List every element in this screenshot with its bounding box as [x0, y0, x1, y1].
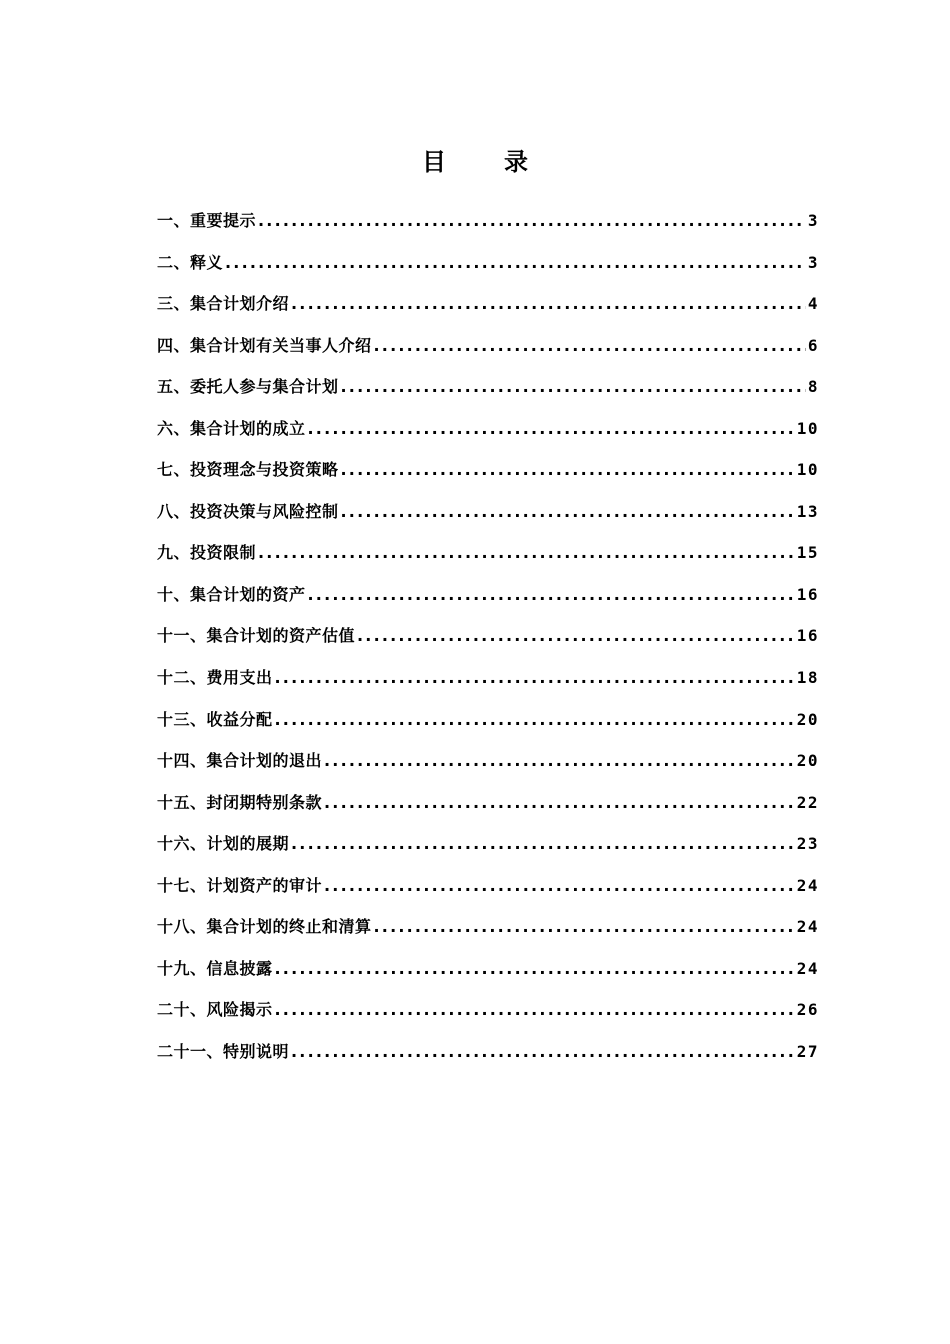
toc-entry-page-number: 4: [807, 294, 819, 314]
toc-entry-page-number: 8: [807, 377, 819, 397]
toc-entry-label: 二、释义: [157, 252, 224, 272]
toc-entry-label: 三、集合计划介绍: [157, 294, 290, 314]
toc-dot-leader: [291, 1038, 795, 1066]
toc-dot-leader: [308, 581, 795, 609]
toc-dot-leader: [275, 955, 795, 983]
toc-entry-page-number: 18: [796, 668, 819, 688]
toc-entry-8[interactable]: [157, 498, 819, 540]
toc-entry-page-number: 16: [796, 626, 819, 646]
toc-entry-label: 十七、计划资产的审计: [157, 875, 323, 895]
toc-entry-page-number: 10: [796, 418, 819, 438]
table-of-contents: [157, 207, 819, 1079]
toc-entry-page-number: 13: [796, 501, 819, 521]
toc-entry-label: 四、集合计划有关当事人介绍: [157, 335, 372, 355]
toc-entry-label: 五、委托人参与集合计划: [157, 377, 339, 397]
toc-dot-leader: [275, 664, 795, 692]
toc-entry-5[interactable]: [157, 373, 819, 415]
toc-dot-leader: [341, 373, 806, 401]
toc-dot-leader: [341, 498, 795, 526]
page-title: [0, 146, 950, 178]
toc-entry-label: 九、投资限制: [157, 543, 257, 563]
toc-entry-label: 十六、计划的展期: [157, 834, 290, 854]
toc-entry-2[interactable]: [157, 249, 819, 291]
toc-entry-page-number: 10: [796, 460, 819, 480]
toc-dot-leader: [308, 415, 795, 443]
toc-entry-4[interactable]: [157, 332, 819, 374]
toc-entry-10[interactable]: [157, 581, 819, 623]
toc-entry-label: 十二、费用支出: [157, 668, 273, 688]
toc-entry-label: 八、投资决策与风险控制: [157, 501, 339, 521]
toc-entry-3[interactable]: [157, 290, 819, 332]
toc-entry-page-number: 15: [796, 543, 819, 563]
toc-entry-6[interactable]: [157, 415, 819, 457]
title-char-1: 目: [422, 148, 446, 176]
toc-entry-page-number: 27: [796, 1041, 819, 1061]
toc-dot-leader: [291, 290, 806, 318]
toc-entry-page-number: 20: [796, 709, 819, 729]
toc-entry-page-number: 23: [796, 834, 819, 854]
toc-entry-14[interactable]: [157, 747, 819, 789]
toc-dot-leader: [258, 539, 795, 567]
toc-entry-page-number: 24: [796, 917, 819, 937]
toc-dot-leader: [374, 913, 795, 941]
toc-dot-leader: [341, 456, 795, 484]
toc-entry-15[interactable]: [157, 789, 819, 831]
toc-entry-page-number: 16: [796, 584, 819, 604]
toc-dot-leader: [324, 872, 795, 900]
toc-dot-leader: [275, 706, 795, 734]
toc-entry-label: 十八、集合计划的终止和清算: [157, 917, 372, 937]
toc-dot-leader: [324, 747, 795, 775]
toc-dot-leader: [357, 622, 795, 650]
toc-entry-19[interactable]: [157, 955, 819, 997]
toc-entry-label: 十九、信息披露: [157, 958, 273, 978]
toc-entry-page-number: 3: [807, 211, 819, 230]
toc-entry-label: 二十、风险揭示: [157, 1000, 273, 1020]
toc-entry-page-number: 24: [796, 875, 819, 895]
toc-entry-page-number: 6: [807, 335, 819, 355]
toc-entry-9[interactable]: [157, 539, 819, 581]
toc-entry-label: 十三、收益分配: [157, 709, 273, 729]
toc-entry-13[interactable]: [157, 706, 819, 748]
toc-entry-20[interactable]: [157, 996, 819, 1038]
toc-entry-1[interactable]: [157, 207, 819, 249]
toc-entry-label: 十一、集合计划的资产估值: [157, 626, 356, 646]
toc-entry-label: 十四、集合计划的退出: [157, 751, 323, 771]
toc-dot-leader: [374, 332, 806, 360]
toc-entry-page-number: 20: [796, 751, 819, 771]
toc-entry-label: 六、集合计划的成立: [157, 418, 306, 438]
toc-dot-leader: [324, 789, 795, 817]
toc-entry-label: 一、重要提示: [157, 211, 257, 230]
toc-entry-page-number: 24: [796, 958, 819, 978]
toc-entry-17[interactable]: [157, 872, 819, 914]
toc-entry-label: 七、投资理念与投资策略: [157, 460, 339, 480]
toc-entry-18[interactable]: [157, 913, 819, 955]
toc-dot-leader: [225, 249, 806, 277]
toc-entry-21[interactable]: [157, 1038, 819, 1080]
toc-entry-page-number: 22: [796, 792, 819, 812]
toc-entry-label: 二十一、特别说明: [157, 1041, 290, 1061]
toc-entry-page-number: 3: [807, 252, 819, 272]
toc-entry-12[interactable]: [157, 664, 819, 706]
toc-entry-16[interactable]: [157, 830, 819, 872]
toc-entry-11[interactable]: [157, 622, 819, 664]
toc-dot-leader: [275, 996, 795, 1024]
title-char-2: 录: [504, 148, 528, 176]
toc-dot-leader: [291, 830, 795, 858]
toc-entry-7[interactable]: [157, 456, 819, 498]
toc-entry-label: 十、集合计划的资产: [157, 584, 306, 604]
toc-dot-leader: [258, 207, 806, 235]
toc-entry-page-number: 26: [796, 1000, 819, 1020]
toc-entry-label: 十五、封闭期特别条款: [157, 792, 323, 812]
